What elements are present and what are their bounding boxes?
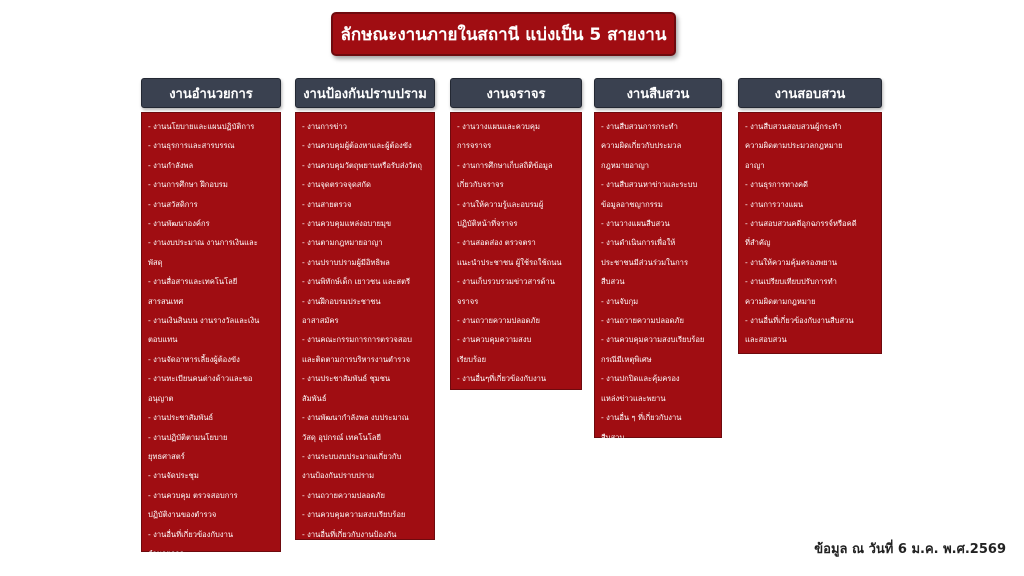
header-inquiry: งานสอบสวน: [738, 78, 882, 108]
list-item: - งานการศึกษา ฝึกอบรม: [148, 180, 228, 190]
list-inquiry: [745, 117, 877, 350]
list-item: - งานอื่น ๆ ที่เกี่ยวกับงาน: [601, 413, 682, 423]
list-item: - งานการวางแผน: [745, 199, 804, 209]
list-item: - งานสื่อสารและเทคโนโลยี: [148, 277, 238, 287]
list-item: - งานประชาสัมพันธ์: [148, 413, 214, 423]
header-administration: งานอำนวยการ: [141, 78, 281, 108]
list-item: - งานสอบสวนคดีอุกฉกรรจ์หรือคดี: [745, 219, 857, 229]
list-item: แหล่งข่าวและพยาน: [601, 393, 666, 403]
list-item: พัสดุ: [148, 257, 163, 267]
list-item: ที่สำคัญ: [745, 238, 771, 248]
list-item: - งานสืบสวนหาข่าวและระบบ: [601, 180, 698, 190]
list-item: - งานพัฒนาองค์กร: [148, 219, 210, 229]
list-item: - งานควบคุมแหล่งอบายมุข: [302, 219, 392, 229]
list-item: - งานสายตรวจ: [302, 199, 352, 209]
list-item: ความผิดเกี่ยวกับประมวล: [601, 141, 682, 151]
list-item: อำนวยการ: [148, 548, 184, 558]
list-item: - งานจัดอาหารเลี้ยงผู้ต้องขัง: [148, 354, 240, 364]
box-administration: [141, 112, 281, 558]
list-item: - งานสวัสดิการ: [148, 199, 198, 209]
list-item: - งานพัฒนากำลังพล งบประมาณ: [302, 413, 409, 423]
list-item: สารสนเทศ: [148, 296, 184, 306]
list-item: และติดตามการบริหารงานตำรวจ: [302, 354, 411, 364]
list-item: วัสดุ อุปกรณ์ เทคโนโลยี: [302, 432, 381, 442]
list-item: - งานระบบงบประมาณเกี่ยวกับ: [302, 451, 402, 461]
list-item: สืบสวน: [601, 277, 625, 287]
box-investigation: [594, 112, 722, 442]
list-item: - งานอื่นที่เกี่ยวข้องกับงานสืบสวน: [745, 316, 854, 326]
list-item: - งานให้ความรู้และอบรมผู้: [457, 199, 544, 209]
list-item: กฎหมายอาญา: [601, 160, 649, 170]
list-item: - งานปกปิดและคุ้มครอง: [601, 374, 680, 384]
list-item: ปฏิบัติงานของตำรวจ: [148, 510, 217, 520]
box-traffic: [450, 112, 582, 390]
list-item: - งานเงินสินบน งานรางวัลและเงิน: [148, 316, 260, 326]
list-item: - งานควบคุมความสงบเรียบร้อย: [601, 335, 705, 345]
list-item: - งานธุรการและสารบรรณ: [148, 141, 235, 151]
box-crime-prevention: [295, 112, 435, 540]
list-item: ความผิดตามกฎหมาย: [745, 296, 816, 306]
list-item: - งานจับกุม: [601, 296, 639, 306]
list-item: - งานงบประมาณ งานการเงินและ: [148, 238, 258, 248]
list-item: - งานเปรียบเทียบปรับการทำ: [745, 277, 837, 287]
list-item: - งานควบคุมวัตถุพยานหรือรับส่งวัตถุ: [302, 160, 422, 170]
list-item: ปฏิบัติหน้าที่จราจร: [457, 219, 518, 229]
list-item: - งานอื่นๆที่เกี่ยวข้องกับงาน: [457, 374, 547, 384]
list-item: กรณีมีเหตุพิเศษ: [601, 354, 652, 364]
list-item: เกี่ยวกับจราจร: [457, 180, 504, 190]
list-item: - งานถวายความปลอดภัย: [457, 316, 540, 326]
list-item: จราจร: [457, 296, 479, 306]
list-item: - งานกำลังพล: [148, 160, 194, 170]
box-inquiry: [738, 112, 882, 354]
list-item: - งานวางแผนและควบคุม: [457, 122, 540, 131]
list-item: - งานการศึกษาเก็บสถิติข้อมูล: [457, 160, 553, 170]
list-item: - งานตามกฎหมายอาญา: [302, 238, 383, 248]
list-item: - งานธุรการทางคดี: [745, 180, 808, 190]
list-item: สัมพันธ์: [302, 393, 327, 403]
list-item: - งานพิทักษ์เด็ก เยาวชน และสตรี: [302, 277, 411, 287]
list-item: - งานจุดตรวจจุดสกัด: [302, 180, 371, 190]
list-item: - งานอื่นที่เกี่ยวกับงานป้องกัน: [302, 529, 397, 539]
list-item: สืบสวน: [601, 432, 625, 442]
list-item: อาญา: [745, 160, 765, 170]
list-item: - งานดำเนินการเพื่อให้: [601, 238, 676, 248]
list-item: - งานประชาสัมพันธ์ ชุมชน: [302, 374, 391, 384]
list-item: - งานสืบสวนสอบสวนผู้กระทำ: [745, 122, 842, 131]
list-traffic: [457, 117, 577, 389]
list-item: และสอบสวน: [745, 335, 787, 345]
list-investigation: [601, 117, 717, 447]
list-item: แนะนำประชาชน ผู้ใช้รถใช้ถนน: [457, 257, 562, 267]
list-item: - งานจัดประชุม: [148, 471, 199, 481]
list-item: - งานเก็บรวบรวมข่าวสารด้าน: [457, 277, 555, 287]
list-item: การจราจร: [457, 141, 492, 151]
page-title: ลักษณะงานภายในสถานี แบ่งเป็น 5 สายงาน: [331, 12, 676, 56]
list-item: ข้อมูลอาชญากรรม: [601, 199, 663, 209]
list-administration: [148, 117, 276, 563]
header-traffic: งานจราจร: [450, 78, 582, 108]
list-item: - งานฝึกอบรมประชาชน: [302, 296, 381, 306]
list-item: - งานสืบสวนการกระทำ: [601, 122, 678, 131]
list-item: - งานควบคุม ตรวจสอบการ: [148, 490, 238, 500]
list-item: - งานถวายความปลอดภัย: [601, 316, 684, 326]
list-item: - งานให้ความคุ้มครองพยาน: [745, 257, 838, 267]
list-item: - งานควบคุมความสงบ: [457, 335, 532, 345]
list-item: ตอบแทน: [148, 335, 178, 345]
data-date-footer: ข้อมูล ณ วันที่ 6 ม.ค. พ.ศ.2569: [814, 542, 1006, 557]
list-item: - งานคณะกรรมการการตรวจสอบ: [302, 335, 412, 345]
list-item: - งานการข่าว: [302, 122, 347, 131]
header-crime-prevention: งานป้องกันปราบปราม: [295, 78, 435, 108]
header-investigation: งานสืบสวน: [594, 78, 722, 108]
list-item: - งานนโยบายและแผนปฏิบัติการ: [148, 122, 255, 131]
list-item: - งานสอดส่อง ตรวจตรา: [457, 238, 536, 248]
list-item: งานป้องกันปราบปราม: [302, 471, 375, 481]
list-item: - งานถวายความปลอดภัย: [302, 490, 385, 500]
list-item: - งานควบคุมผู้ต้องหาและผู้ต้องขัง: [302, 141, 412, 151]
list-item: เรียบร้อย: [457, 354, 487, 364]
list-item: อาสาสมัคร: [302, 316, 339, 326]
list-item: ประชาชนมีส่วนร่วมในการ: [601, 257, 689, 267]
list-item: - งานปราบปรามผู้มีอิทธิพล: [302, 257, 390, 267]
list-item: - งานวางแผนสืบสวน: [601, 219, 670, 229]
list-item: - งานทะเบียนคนต่างด้าวและขอ: [148, 374, 253, 384]
list-item: ยุทธศาสตร์: [148, 451, 185, 461]
list-item: - งานปฏิบัติตามนโยบาย: [148, 432, 228, 442]
list-item: อนุญาต: [148, 393, 174, 403]
list-item: - งานควบคุมความสงบเรียบร้อย: [302, 510, 406, 520]
list-crime-prevention: [302, 117, 430, 544]
list-item: ความผิดตามประมวลกฎหมาย: [745, 141, 843, 151]
list-item: - งานอื่นที่เกี่ยวข้องกับงาน: [148, 529, 234, 539]
